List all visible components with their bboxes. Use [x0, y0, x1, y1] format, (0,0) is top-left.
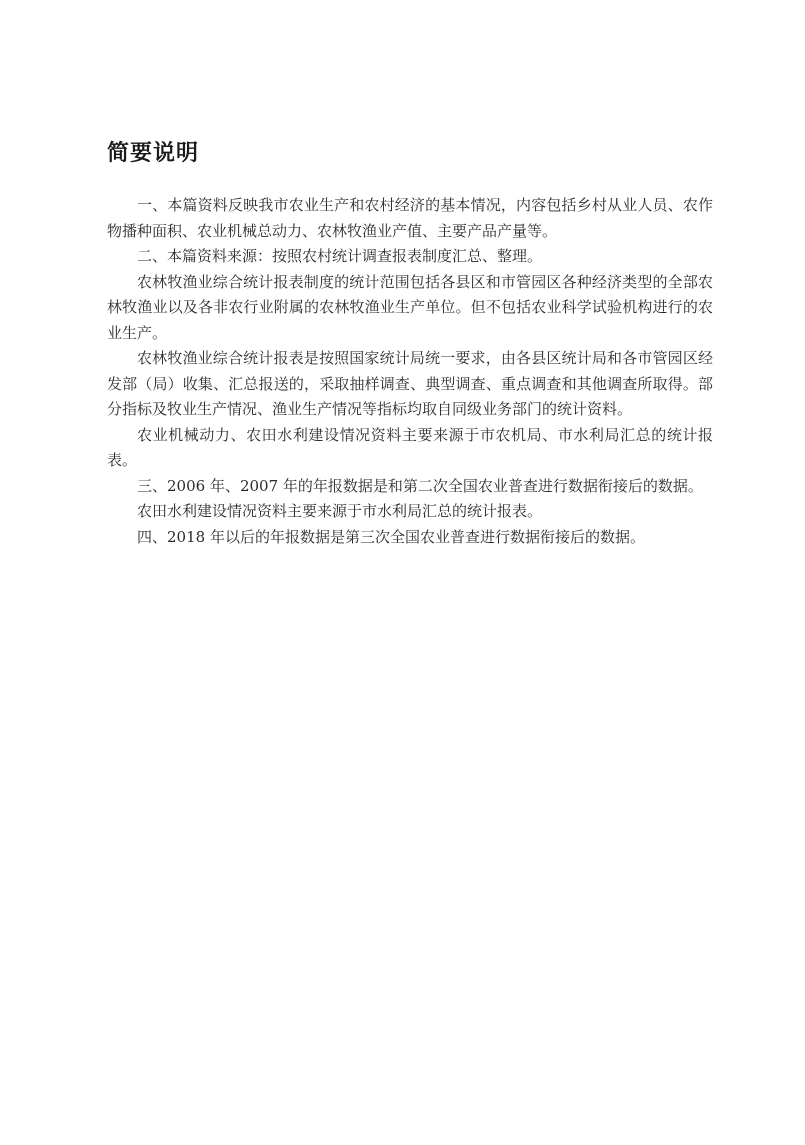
- paragraph-8: 四、2018 年以后的年报数据是第三次全国农业普查进行数据衔接后的数据。: [137, 527, 645, 546]
- paragraph-7: 农田水利建设情况资料主要来源于市水利局汇总的统计报表。: [137, 502, 543, 520]
- paragraph-3: 农林牧渔业综合统计报表制度的统计范围包括各县区和市管园区各种经济类型的全部农林牧渔业以及各非农行业附属的农林牧渔业生产单位。但不包括农业科学试验机构进行的农业生产。: [107, 272, 713, 342]
- document-body: [107, 193, 713, 550]
- page-title: 简要说明: [107, 141, 200, 166]
- paragraph-1: 一、本篇资料反映我市农业生产和农村经济的基本情况，内容包括乡村从业人员、农作物播种面积、农业机械总动力、农林牧渔业产值、主要产品产量等。: [107, 196, 713, 240]
- paragraph-2: 二、本篇资料来源：按照农村统计调查报表制度汇总、整理。: [137, 247, 543, 265]
- paragraph-6: 三、2006 年、2007 年的年报数据是和第二次全国农业普查进行数据衔接后的数据。: [137, 476, 703, 495]
- paragraph-5: 农业机械动力、农田水利建设情况资料主要来源于市农机局、市水利局汇总的统计报表。: [107, 425, 713, 469]
- paragraph-4: 农林牧渔业综合统计报表是按照国家统计局统一要求，由各县区统计局和各市管园区经发部（局）收集、汇总报送的，采取抽样调查、典型调查、重点调查和其他调查所取得。部分指标及牧业生产情况、渔业生产情况等指标均取自同级业务部门的统计资料。: [107, 349, 713, 418]
